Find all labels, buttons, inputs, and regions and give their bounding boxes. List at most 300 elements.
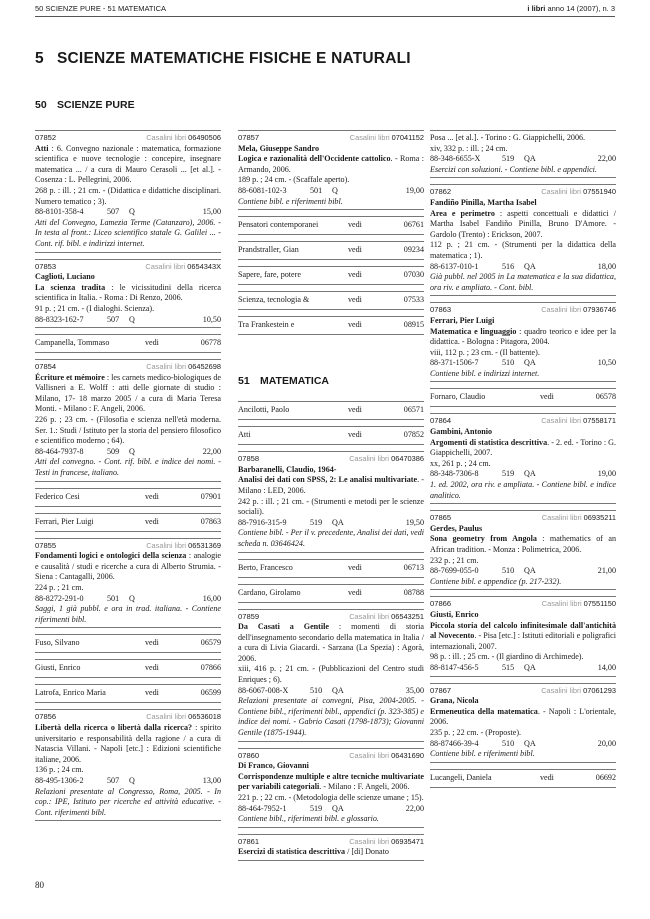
casalini-number: 06431690: [391, 750, 424, 760]
entry-physical: 221 p. ; 22 cm. - (Metodologia delle scienze umane ; 15).: [238, 793, 424, 802]
subsection-number: 50: [35, 99, 47, 111]
catalog-entry: [238, 834, 424, 861]
entry-description: [238, 475, 424, 496]
entry-header: [238, 454, 424, 465]
entry-header: [35, 712, 221, 723]
catalog-entry: [430, 302, 616, 382]
xref-code: 06692: [595, 772, 616, 782]
price: 10,50: [597, 358, 616, 368]
entry-description: [430, 438, 616, 459]
casalini-ref: [541, 686, 616, 697]
entry-description: [238, 772, 424, 793]
entry-isbn-line: [430, 154, 616, 165]
price: 35,00: [405, 685, 424, 695]
entry-title: Argomenti di statistica descrittiva: [430, 437, 548, 447]
cross-reference: [238, 584, 424, 603]
price: 14,00: [597, 662, 616, 672]
xref-code: 06579: [200, 638, 221, 648]
entry-author: Giusti, Enrico: [430, 609, 479, 619]
entry-isbn-line: [35, 315, 221, 326]
xref-see: vedi: [348, 320, 362, 330]
entry-author: Gerdes, Paulus: [430, 523, 483, 533]
isbn: 88-495-1306-2: [35, 775, 84, 785]
entry-number: 07860: [238, 750, 260, 760]
section-number: 5: [35, 50, 44, 67]
casalini-number: 06935471: [391, 836, 424, 846]
journal-name: i libri: [527, 4, 546, 13]
casalini-number: 06536018: [188, 712, 221, 722]
subsection-number: 51: [238, 375, 250, 388]
entry-number: 07866: [430, 599, 452, 609]
lc-class: Q: [129, 446, 135, 456]
lc-class: Q: [129, 775, 135, 785]
xref-name: Latrofa, Enrico Maria: [35, 688, 106, 698]
catalog-entry: [430, 413, 616, 504]
entry-isbn-line: [35, 447, 221, 458]
entry-header: [238, 612, 424, 623]
casalini-label: Casalini libri: [541, 685, 582, 695]
casalini-number: 07551150: [583, 599, 616, 609]
section-title: [35, 50, 411, 68]
entry-note: Contiene bibl. e riferimenti bibl.: [430, 749, 535, 759]
xref-name: Pensatori contemporanei: [238, 220, 319, 230]
entry-description: [430, 621, 616, 653]
xref-code: 07901: [200, 491, 221, 501]
class-code: 519: [502, 469, 515, 479]
entry-description: [35, 551, 221, 583]
price: 15,00: [202, 207, 221, 217]
price: 13,00: [202, 775, 221, 785]
casalini-ref: [541, 187, 616, 198]
entry-number: 07859: [238, 611, 260, 621]
entry-description: [430, 209, 616, 241]
entry-publication: : le vicissitudini della ricerca scientifica in Italia. - Roma : Di Renzo, 2006.: [35, 282, 221, 303]
cross-reference: [238, 241, 424, 260]
casalini-ref: [542, 599, 616, 610]
entry-title: Esercizi di statistica descrittiva: [238, 847, 346, 857]
column-2: [238, 130, 424, 867]
entry-note: Atti del convegno. - Cont. rif. bibl. e indice dei nomi. - Testi in francese, italiano.: [35, 457, 221, 478]
xref-name: Giusti, Enrico: [35, 663, 81, 673]
isbn: 88-87466-39-4: [430, 738, 479, 748]
entry-number: 07861: [238, 836, 260, 846]
class-code: 519: [310, 517, 323, 527]
entry-note: 1. ed. 2002, ora riv. e ampliata. - Contiene bibl. e indice analitico.: [430, 480, 616, 500]
xref-see: vedi: [348, 295, 362, 305]
price: 19,00: [405, 185, 424, 195]
xref-see: vedi: [348, 245, 362, 255]
xref-see: vedi: [348, 270, 362, 280]
entry-description: [430, 327, 616, 348]
entry-author: Fandiño Pinilla, Martha Isabel: [430, 197, 537, 207]
entry-title: La scienza tradita: [35, 282, 106, 292]
catalog-entry: [430, 596, 616, 676]
entry-publication: / [di] Donato: [345, 847, 389, 857]
xref-code: 06713: [403, 562, 424, 572]
entry-isbn-line: [430, 262, 616, 273]
casalini-number: 06543251: [391, 611, 424, 621]
xref-code: 06571: [403, 405, 424, 415]
isbn: 88-8147-456-5: [430, 662, 479, 672]
isbn: 88-7699-055-0: [430, 566, 479, 576]
entry-title: Atti: [35, 143, 49, 153]
entry-header: [35, 362, 221, 373]
entry-note: Contiene bibl. e appendice (p. 217-232).: [430, 576, 562, 586]
lc-class: QA: [332, 803, 344, 813]
xref-name: Prandstraller, Gian: [238, 245, 299, 255]
entry-publication: : 6. Convegno nazionale : matematica, formazione scientifica e nuove tecnologie : concepire, insegnare matematica ... / a cura di Mauro Cerasoli ... [et al.]. - Cosenza : L. Pellegrini, 2006.: [35, 143, 221, 185]
entry-publication: : analogie e causalità / studi e ricerche a cura di Alberto Strumia. - Siena : Cantagalli, 2006.: [35, 551, 221, 582]
cross-reference: [238, 266, 424, 285]
entry-physical: xx, 261 p. ; 24 cm.: [430, 458, 491, 468]
price: 18,00: [597, 261, 616, 271]
class-code: 510: [502, 358, 515, 368]
entry-number: 07857: [238, 133, 260, 142]
xref-code: 06578: [595, 392, 616, 402]
casalini-ref: [145, 262, 221, 273]
entry-number: 07867: [430, 685, 452, 695]
xref-name: Cardano, Girolamo: [238, 587, 301, 597]
entry-publication: . - Milano : F. Angeli, 2006.: [319, 782, 410, 792]
casalini-number: 07936746: [583, 305, 616, 315]
casalini-ref: [349, 751, 424, 762]
entry-title: Sona geometry from Angola: [430, 534, 537, 544]
entry-header: [35, 133, 221, 144]
entry-physical: xiv, 332 p. : ill. ; 24 cm.: [430, 143, 508, 153]
casalini-ref: [146, 362, 221, 373]
xref-code: 08915: [403, 320, 424, 330]
lc-class: QA: [524, 566, 536, 576]
xref-see: vedi: [145, 688, 159, 698]
entry-header: [430, 187, 616, 198]
entry-isbn-line: [430, 739, 616, 750]
casalini-label: Casalini libri: [541, 513, 582, 523]
entry-physical: 232 p. ; 21 cm.: [430, 555, 479, 565]
entry-isbn-line: [238, 804, 424, 815]
entry-isbn-line: [430, 566, 616, 577]
isbn: 88-464-7937-8: [35, 446, 84, 456]
entry-header: [430, 513, 616, 524]
xref-see: vedi: [145, 638, 159, 648]
xref-see: vedi: [145, 663, 159, 673]
entry-note: Relazioni presentate al Congresso, Roma, 2005. - In cop.: IPE, Istituto per ricerche ed attività educative. - Cont. riferimenti bibl.: [35, 786, 221, 817]
casalini-label: Casalini libri: [146, 133, 187, 142]
casalini-ref: [146, 712, 221, 723]
isbn: 88-8101-358-4: [35, 207, 84, 217]
subsection-title-text: SCIENZE PURE: [57, 99, 135, 111]
class-code: 510: [310, 685, 323, 695]
casalini-ref: [349, 454, 424, 465]
entry-isbn-line: [35, 207, 221, 218]
running-head: [35, 4, 615, 17]
class-code: 501: [310, 185, 323, 195]
lc-class: QA: [524, 261, 536, 271]
entry-physical: 112 p. ; 21 cm. - (Strumenti per la didattica della matematica ; 1).: [430, 240, 616, 260]
entry-physical: viii, 112 p. ; 23 cm. - (Il battente).: [430, 347, 540, 357]
column-1: [35, 130, 221, 827]
casalini-label: Casalini libri: [145, 261, 186, 271]
isbn: 88-6081-102-3: [238, 185, 287, 195]
xref-name: Atti: [238, 430, 251, 440]
entry-title: Matematica e linguaggio: [430, 326, 517, 336]
entry-number: 07865: [430, 513, 452, 523]
xref-see: vedi: [348, 562, 362, 572]
class-code: 510: [502, 566, 515, 576]
entry-publication: : les carnets medico-biologiques de Vallisneri a E. Wolff : atti delle giornate di studio : Milano, 17- 18 marzo 2005 / a cura di Maria Teresa Monti. - Milano : F. Angeli, 2006.: [35, 372, 222, 414]
xref-name: Ancilotti, Paolo: [238, 405, 290, 415]
entry-author: Caglioti, Luciano: [35, 272, 95, 282]
entry-physical: 235 p. ; 22 cm. - (Proposte).: [430, 727, 522, 737]
xref-code: 09234: [403, 245, 424, 255]
entry-author: Mela, Giuseppe Sandro: [238, 143, 320, 153]
isbn: 88-7916-315-9: [238, 517, 287, 527]
casalini-ref: [349, 837, 424, 848]
class-code: 516: [502, 261, 515, 271]
entry-number: 07853: [35, 261, 57, 271]
class-code: 519: [502, 154, 515, 164]
catalog-entry: [35, 259, 221, 329]
class-code: 509: [107, 446, 120, 456]
casalini-label: Casalini libri: [541, 187, 582, 197]
subsection-title: [35, 99, 135, 111]
casalini-number: 06490506: [188, 133, 221, 142]
entry-isbn-line: [238, 518, 424, 529]
issue-info: anno 14 (2007), n. 3: [547, 4, 615, 13]
cross-reference: [35, 684, 221, 703]
entry-publication: : momenti di storia dell'insegnamento secondario della matematica in Italia / a cura di Livia Giacardi. - Sarzana (La Spezia) : Agorà, 2006.: [238, 622, 424, 663]
casalini-number: 07041152: [391, 133, 424, 142]
catalog-entry: [35, 538, 221, 629]
entry-number: 07855: [35, 540, 57, 550]
casalini-label: Casalini libri: [349, 611, 390, 621]
entry-isbn-line: [430, 663, 616, 674]
page-number: 80: [35, 880, 44, 890]
cross-reference: [238, 216, 424, 235]
entry-isbn-line: [238, 686, 424, 697]
lc-class: Q: [129, 314, 135, 324]
price: 19,50: [405, 517, 424, 527]
lc-class: QA: [332, 685, 344, 695]
xref-code: 07533: [403, 295, 424, 305]
entry-publication: . - Roma : Armando, 2006.: [238, 154, 425, 174]
catalog-entry: [430, 184, 616, 296]
entry-description: [430, 133, 616, 144]
entry-title: Logica e razionalità dell'Occidente cattolico: [238, 154, 391, 164]
xref-code: 06761: [403, 220, 424, 230]
cross-reference: [238, 559, 424, 578]
entry-note: Contiene bibl., riferimenti bibl. e glossario.: [238, 814, 379, 824]
casalini-label: Casalini libri: [541, 599, 582, 609]
isbn: 88-6137-010-1: [430, 261, 479, 271]
entry-title: Da Casati a Gentile: [238, 622, 329, 632]
casalini-ref: [541, 305, 616, 316]
entry-number: 07864: [430, 416, 452, 426]
entry-number: 07863: [430, 305, 452, 315]
entry-description: [35, 723, 221, 765]
catalog-entry: [35, 130, 221, 253]
entry-note: Contiene bibl. e indirizzi internet.: [430, 368, 540, 378]
casalini-number: 07551940: [583, 187, 616, 197]
entry-description: [430, 707, 616, 728]
xref-name: Scienza, tecnologia &: [238, 295, 310, 305]
xref-name: Campanella, Tommaso: [35, 338, 110, 348]
entry-description: [238, 154, 424, 175]
entry-note: Già pubbl. nel 2005 in La matematica e la sua didattica, ora riv. e ampliato. - Cont. bibl.: [430, 272, 616, 292]
entry-author: Barbaranelli, Claudio, 1964-: [238, 464, 337, 474]
entry-description: [238, 622, 424, 664]
price: 22,00: [597, 154, 616, 164]
casalini-number: 06470386: [391, 454, 424, 464]
isbn: 88-371-1506-7: [430, 358, 479, 368]
cross-reference: [35, 334, 221, 353]
xref-name: Federico Cesi: [35, 491, 80, 501]
entry-number: 07854: [35, 362, 57, 372]
catalog-entry: [238, 748, 424, 828]
entry-title: Corrispondenze multiple e altre tecniche multivariate per variabili categoriali: [238, 771, 424, 792]
cross-reference: [238, 316, 424, 335]
entry-physical: 224 p. ; 21 cm.: [35, 583, 84, 592]
casalini-number: 07061293: [583, 685, 616, 695]
isbn: 88-464-7952-1: [238, 803, 287, 813]
class-code: 519: [310, 803, 323, 813]
entry-note: Atti del Convegno, Lamezia Terme (Catanzaro), 2006. - In testa al front.: Liceo scientifico statale G. Galilei ... - Cont. rif. bibl. e indirizzi internet.: [35, 217, 221, 248]
entry-title: Area e perimetro: [430, 208, 495, 218]
entry-author: Di Franco, Giovanni: [238, 761, 309, 771]
casalini-number: 06452698: [188, 362, 221, 372]
lc-class: Q: [129, 207, 135, 217]
catalog-entry: [35, 359, 221, 482]
entry-header: [238, 133, 424, 144]
lc-class: QA: [524, 358, 536, 368]
entry-publication: . - Pisa [etc.] : Istituti editoriali e poligrafici internazionali, 2007.: [430, 631, 616, 651]
isbn: 88-348-7306-8: [430, 469, 479, 479]
xref-name: Ferrari, Pier Luigi: [35, 516, 94, 526]
entry-description: [35, 373, 221, 415]
entry-header: [35, 262, 221, 273]
lc-class: QA: [524, 469, 536, 479]
cross-reference: [238, 291, 424, 310]
entry-physical: 136 p. ; 24 cm.: [35, 765, 84, 775]
catalog-entry: [430, 683, 616, 763]
class-code: 515: [502, 662, 515, 672]
entry-isbn-line: [35, 594, 221, 605]
price: 20,00: [597, 738, 616, 748]
casalini-ref: [146, 133, 221, 144]
casalini-ref: [542, 513, 616, 524]
casalini-label: Casalini libri: [541, 305, 582, 315]
class-code: 510: [502, 738, 515, 748]
xref-code: 07030: [403, 270, 424, 280]
xref-name: Fornaro, Claudio: [430, 392, 486, 402]
class-code: 507: [107, 207, 120, 217]
price: 22,00: [405, 803, 424, 813]
entry-author: Grana, Nicola: [430, 696, 479, 706]
price: 10,50: [202, 314, 221, 324]
entry-header: [430, 305, 616, 316]
price: 21,00: [597, 566, 616, 576]
casalini-label: Casalini libri: [146, 712, 187, 722]
casalini-label: Casalini libri: [146, 540, 187, 550]
entry-physical: 226 p. ; 23 cm. - (Filosofia e scienza nell'età moderna. Ser. 1.: Studi / Istituto per la storia del pensiero filosofico e scientifico moderno ; 64).: [35, 415, 221, 446]
isbn: 88-348-6655-X: [430, 154, 481, 164]
subsection-title: [238, 375, 424, 387]
entry-publication: : mathematics of an African tradition. - Monza : Polimetrica, 2006.: [430, 534, 616, 554]
casalini-label: Casalini libri: [349, 836, 390, 846]
cross-reference: [430, 769, 616, 788]
entry-title: Libertà della ricerca o libertà dalla ricerca?: [35, 722, 193, 732]
column-3: [430, 130, 616, 794]
catalog-entry: [238, 451, 424, 552]
entry-note: Contiene bibl. - Per il v. precedente, Analisi dei dati, vedi scheda n. 03646424.: [238, 528, 424, 548]
class-code: 507: [107, 314, 120, 324]
entry-note: Contiene bibl. e riferimenti bibl.: [238, 196, 343, 206]
entry-publication: : quadro teorico e idee per la didattica. - Bologna : Pitagora, 2004.: [430, 326, 617, 347]
entry-isbn-line: [35, 776, 221, 787]
entry-number: 07852: [35, 133, 57, 142]
entry-note: Saggi, 1 già pubbl. e ora in trad. italiana. - Contiene riferimenti bibl.: [35, 604, 221, 624]
xref-name: Sapere, fare, potere: [238, 270, 301, 280]
entry-number: 07858: [238, 454, 260, 464]
entry-author: Gambini, Antonio: [430, 427, 493, 437]
entry-physical: 91 p. ; 21 cm. - (I dialoghi. Scienza).: [35, 303, 155, 313]
entry-physical: 189 p. ; 24 cm. - (Scaffale aperto).: [238, 175, 350, 185]
entry-publication: . - Milano : LED, 2006.: [238, 475, 424, 495]
xref-code: 06599: [200, 688, 221, 698]
entry-isbn-line: [430, 358, 616, 369]
entry-note: Esercizi con soluzioni. - Contiene bibl. e appendici.: [430, 164, 597, 174]
catalog-entry: [430, 510, 616, 590]
price: 16,00: [202, 593, 221, 603]
xref-name: Tra Frankestein e: [238, 320, 295, 330]
entry-header: [238, 751, 424, 762]
entry-title: Piccola storia del calcolo infinitesimale dall'antichità al Novecento: [430, 620, 616, 641]
class-code: 501: [107, 593, 120, 603]
entry-header: [35, 541, 221, 552]
lc-class: QA: [524, 154, 536, 164]
casalini-number: 07558171: [583, 416, 616, 426]
entry-publication: : aspetti concettuali e didattici / Martha Isabel Fandiño Pinilla, Bruno D'Amore. - Gardolo (Trento) : Erickson, 2007.: [430, 208, 616, 239]
xref-code: 07866: [200, 663, 221, 673]
xref-see: vedi: [145, 338, 159, 348]
casalini-label: Casalini libri: [349, 454, 390, 464]
xref-code: 07863: [200, 516, 221, 526]
entry-publication: Posa ... [et al.]. - Torino : G. Giappichelli, 2006.: [430, 133, 586, 142]
entry-title: Analisi dei dati con SPSS, 2: Le analisi multivariate: [238, 475, 418, 485]
entry-description: [238, 847, 424, 858]
xref-see: vedi: [348, 405, 362, 415]
entry-continuation: [430, 130, 616, 178]
entry-physical: 242 p. : ill. ; 21 cm. - (Strumenti e metodi per le scienze sociali).: [238, 496, 424, 517]
cross-reference: [35, 513, 221, 532]
entry-title: Ermeneutica della matematica: [430, 706, 538, 716]
lc-class: QA: [524, 738, 536, 748]
isbn: 88-6067-008-X: [238, 685, 289, 695]
xref-see: vedi: [540, 772, 554, 782]
entry-isbn-line: [238, 186, 424, 197]
casalini-number: 06531369: [188, 540, 221, 550]
casalini-label: Casalini libri: [541, 416, 582, 426]
running-head-left: 50 SCIENZE PURE - 51 MATEMATICA: [35, 4, 166, 13]
entry-publication: : spirito universitario e responsabilità della ragione / a cura di Natascia Villani. - Napoli [etc.] : Edizioni scientifiche italiane, 2006.: [35, 722, 221, 764]
entry-publication: . - Napoli : L'orientale, 2006.: [430, 706, 617, 727]
xref-see: vedi: [348, 587, 362, 597]
casalini-number: 06935211: [583, 513, 616, 523]
catalog-entry: [35, 709, 221, 821]
xref-code: 06778: [200, 338, 221, 348]
cross-reference: [35, 634, 221, 653]
cross-reference: [35, 488, 221, 507]
xref-see: vedi: [145, 491, 159, 501]
